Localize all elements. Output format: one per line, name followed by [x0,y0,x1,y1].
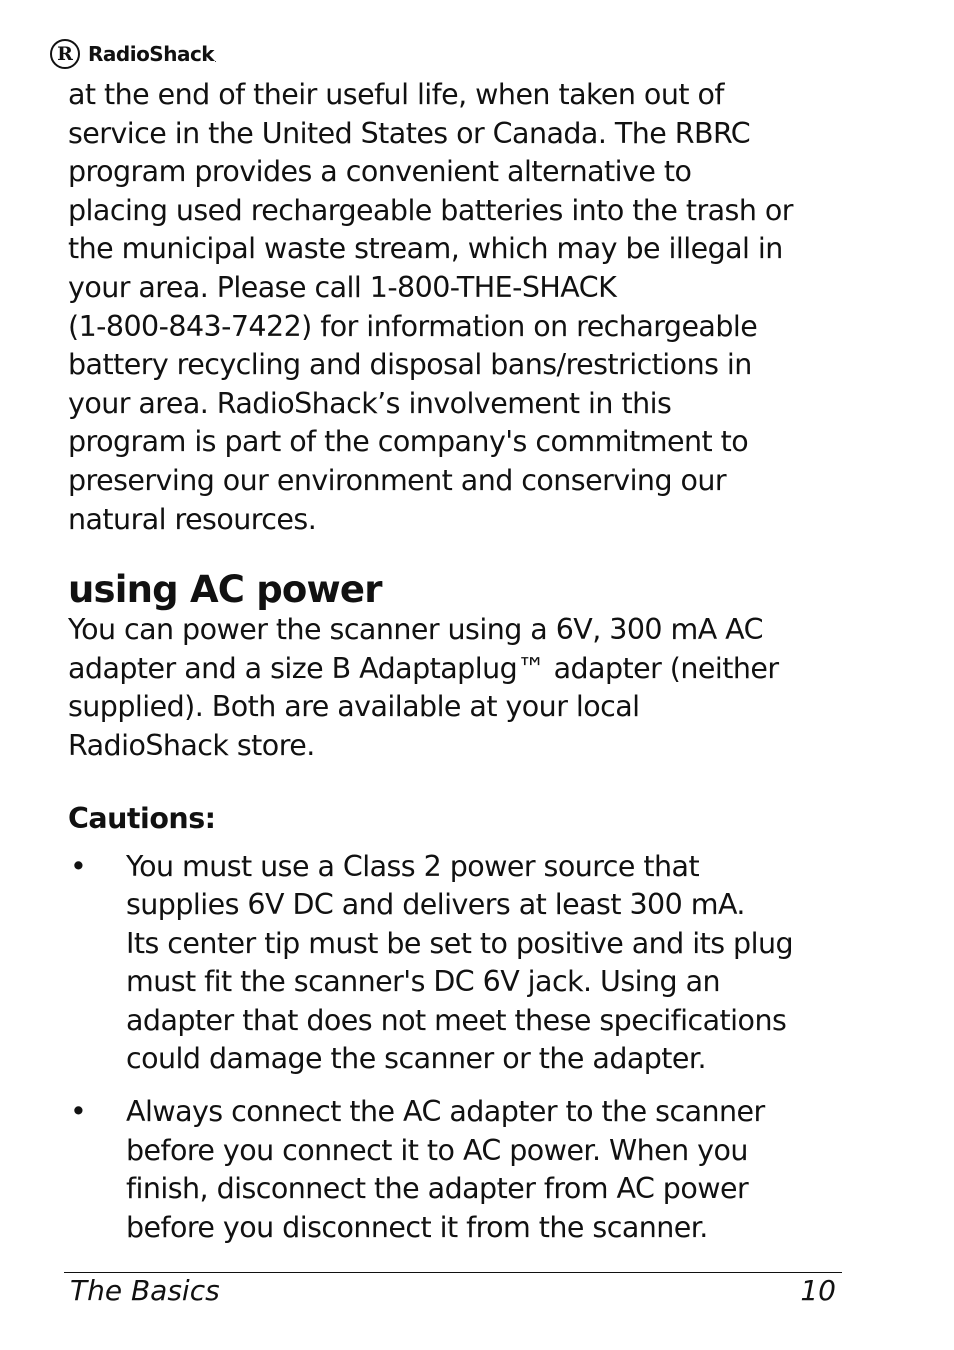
caution-item [68,848,848,1080]
brand-name-text: RadioShack [88,42,215,66]
radioshack-logo-icon: R [50,39,80,69]
brand-suffix: . [214,55,217,64]
bullet-icon: • [70,1095,87,1129]
footer-page-number: 10 [800,1274,836,1307]
brand-name [88,42,216,66]
caution-text: You must use a Class 2 power source that supplies 6V DC and delivers at least 300 mA. Its center tip must be set to positive and its plug must fit the scanner's DC 6V jack. Using an adapter that does not meet these specifications could damage the scanner or the adapter. [126,849,793,1076]
page-content [68,76,848,1261]
footer-section-name: The Basics [70,1274,220,1307]
caution-item [68,1093,848,1247]
cautions-label: Cautions: [68,801,216,835]
caution-text: Always connect the AC adapter to the scanner before you connect it to AC power. When you finish, disconnect the adapter from AC power before you disconnect it from the scanner. [126,1095,765,1244]
page-footer [64,1272,842,1309]
bullet-icon: • [70,849,87,883]
intro-paragraph: at the end of their useful life, when taken out of service in the United States or Canada. The RBRC program provides a convenient alternative to placing used rechargeable batteries into the trash or the municipal waste stream, which may be illegal in your area. Please call 1-800-THE-SHACK (1-800-843-7422) for information on rechargeable battery recycling and disposal bans/restrictions in your area. RadioShack’s involvement in this program is part of the company's commitment to preserving our environment and conserving our natural resources. [68,78,793,536]
page-header [50,36,216,72]
section-paragraph: You can power the scanner using a 6V, 300 mA AC adapter and a size B Adaptaplug™ adapter (neither supplied). Both are available at your local RadioShack store. [68,613,779,762]
section-heading: using AC power [68,568,382,612]
cautions-list [68,848,848,1248]
